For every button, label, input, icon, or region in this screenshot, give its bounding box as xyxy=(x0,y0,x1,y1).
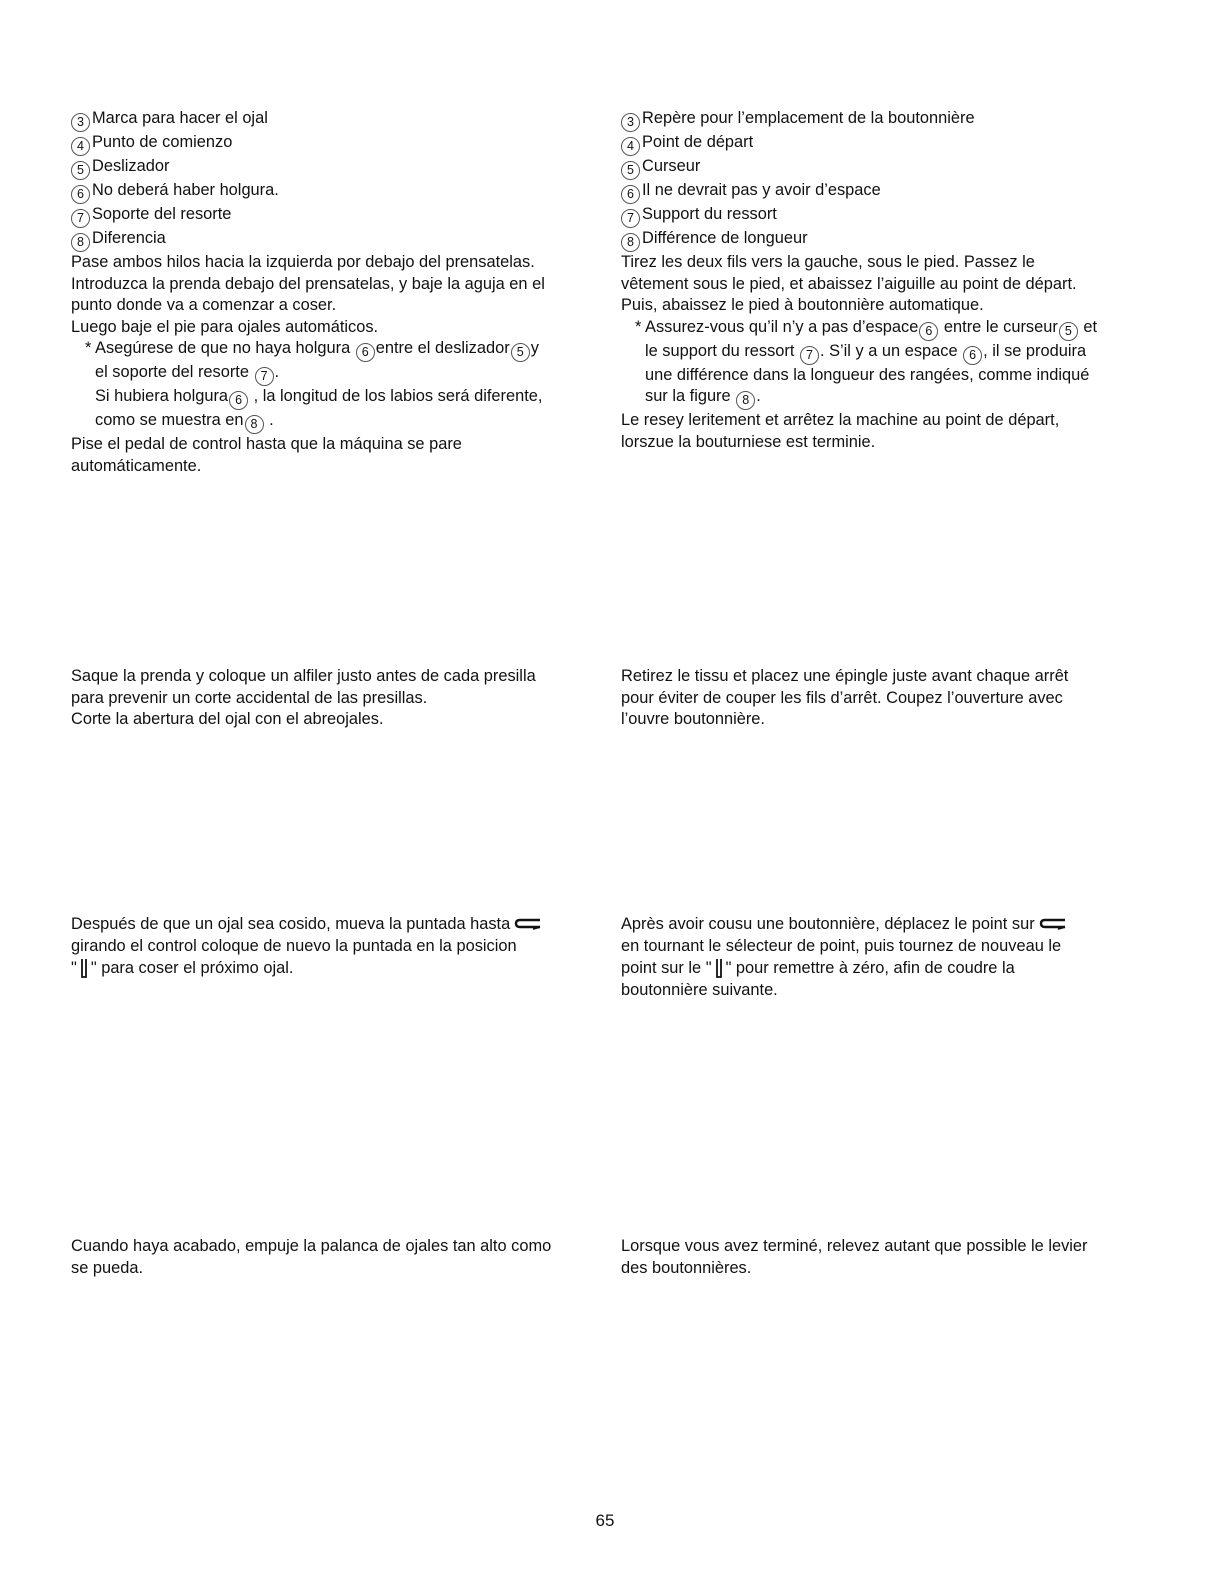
note-line: como se muestra en 8 . xyxy=(71,410,601,434)
legend-item: 8 Diferencia xyxy=(71,228,601,252)
paragraph-line: automáticamente. xyxy=(71,456,202,475)
paragraph-line: Cuando haya acabado, empuje la palanca de ojales tan alto como xyxy=(71,1237,552,1255)
paragraph-line: Luego baje el pie para ojales automáticos. xyxy=(71,317,379,336)
paragraph-line: Puis, abaissez le pied à boutonnière automatique. xyxy=(621,296,984,315)
paragraph-line: se pueda. xyxy=(71,1258,143,1277)
paragraph-line: Retirez le tissu et placez une épingle juste avant chaque arrêt xyxy=(621,667,1069,685)
legend-item: 5 Curseur xyxy=(621,156,1151,180)
legend-item: 3 Marca para hacer el ojal xyxy=(71,108,601,132)
paragraph-line: Después de que un ojal sea cosido, mueva la puntada hasta xyxy=(71,914,601,936)
paragraph-line: Saque la prenda y coloque un alfiler justo antes de cada presilla xyxy=(71,667,536,685)
spanish-paragraph-finish xyxy=(71,1236,601,1279)
legend-item: 3 Repère pour l’emplacement de la boutonnière xyxy=(621,108,1151,132)
french-paragraph-cut xyxy=(621,666,1151,731)
paragraph-line: lorszue la bouturniese est terminie. xyxy=(621,432,876,451)
paragraph-line: Corte la abertura del ojal con el abreojales. xyxy=(71,710,384,729)
buttonhole-stitch-icon xyxy=(514,917,542,931)
note-line: el soporte del resorte 7 . xyxy=(71,362,601,386)
french-paragraph-finish xyxy=(621,1236,1151,1279)
straight-stitch-icon xyxy=(715,957,723,979)
paragraph-line: boutonnière suivante. xyxy=(621,980,778,999)
paragraph-line: des boutonnières. xyxy=(621,1258,752,1277)
paragraph-line: girando el control coloque de nuevo la puntada en la posicion xyxy=(71,936,517,955)
legend-item: 4 Point de départ xyxy=(621,132,1151,156)
buttonhole-stitch-icon xyxy=(1039,917,1067,931)
legend-item: 7 Soporte del resorte xyxy=(71,204,601,228)
legend-item: 6 Il ne devrait pas y avoir d’espace xyxy=(621,180,1151,204)
straight-stitch-icon xyxy=(80,957,88,979)
paragraph-line: Lorsque vous avez terminé, relevez autant que possible le levier xyxy=(621,1237,1088,1255)
paragraph-line: Pise el pedal de control hasta que la máquina se pare xyxy=(71,435,462,454)
paragraph-line: Pase ambos hilos hacia la izquierda por debajo del prensatelas. xyxy=(71,253,535,271)
spanish-paragraph-next-buttonhole xyxy=(71,914,601,980)
spanish-instructions-top xyxy=(71,108,601,478)
note-line: sur la figure 8 . xyxy=(621,386,1151,410)
french-instructions-top xyxy=(621,108,1151,454)
note-line: * Assurez-vous qu’il n’y a pas d’espace 6 entre le curseur 5 et xyxy=(621,317,1151,341)
paragraph-line: pour éviter de couper les fils d’arrêt. Coupez l’ouverture avec xyxy=(621,688,1063,707)
page-number: 65 xyxy=(595,1511,615,1530)
paragraph-line: Introduzca la prenda debajo del prensatelas, y baje la aguja en el xyxy=(71,274,545,293)
paragraph-line: en tournant le sélecteur de point, puis tournez de nouveau le xyxy=(621,936,1062,955)
paragraph-line: Après avoir cousu une boutonnière, déplacez le point sur xyxy=(621,914,1151,936)
legend-item: 8 Différence de longueur xyxy=(621,228,1151,252)
paragraph-line: point sur le " " pour remettre à zéro, afin de coudre la xyxy=(621,959,1015,978)
paragraph-line: Le resey leritement et arrêtez la machine au point de départ, xyxy=(621,411,1060,430)
paragraph-line: punto donde va a comenzar a coser. xyxy=(71,296,337,315)
note-line: Si hubiera holgura 6 , la longitud de los labios será diferente, xyxy=(71,386,601,410)
legend-item: 6 No deberá haber holgura. xyxy=(71,180,601,204)
french-paragraph-next-buttonhole xyxy=(621,914,1151,1001)
legend-item: 5 Deslizador xyxy=(71,156,601,180)
paragraph-line: Tirez les deux fils vers la gauche, sous le pied. Passez le xyxy=(621,253,1035,271)
note-line: une différence dans la longueur des rangées, comme indiqué xyxy=(645,365,1090,384)
note-line: le support du ressort 7 . S’il y a un espace 6 , il se produira xyxy=(621,341,1151,365)
paragraph-line: " " para coser el próximo ojal. xyxy=(71,959,294,978)
legend-item: 4 Punto de comienzo xyxy=(71,132,601,156)
spanish-paragraph-cut xyxy=(71,666,601,731)
legend-item: 7 Support du ressort xyxy=(621,204,1151,228)
note-line: * Asegúrese de que no haya holgura 6 entre el deslizador 5 y xyxy=(71,338,601,362)
paragraph-line: l’ouvre boutonnière. xyxy=(621,710,765,729)
paragraph-line: para prevenir un corte accidental de las presillas. xyxy=(71,688,428,707)
paragraph-line: vêtement sous le pied, et abaissez l’aiguille au point de départ. xyxy=(621,274,1077,293)
